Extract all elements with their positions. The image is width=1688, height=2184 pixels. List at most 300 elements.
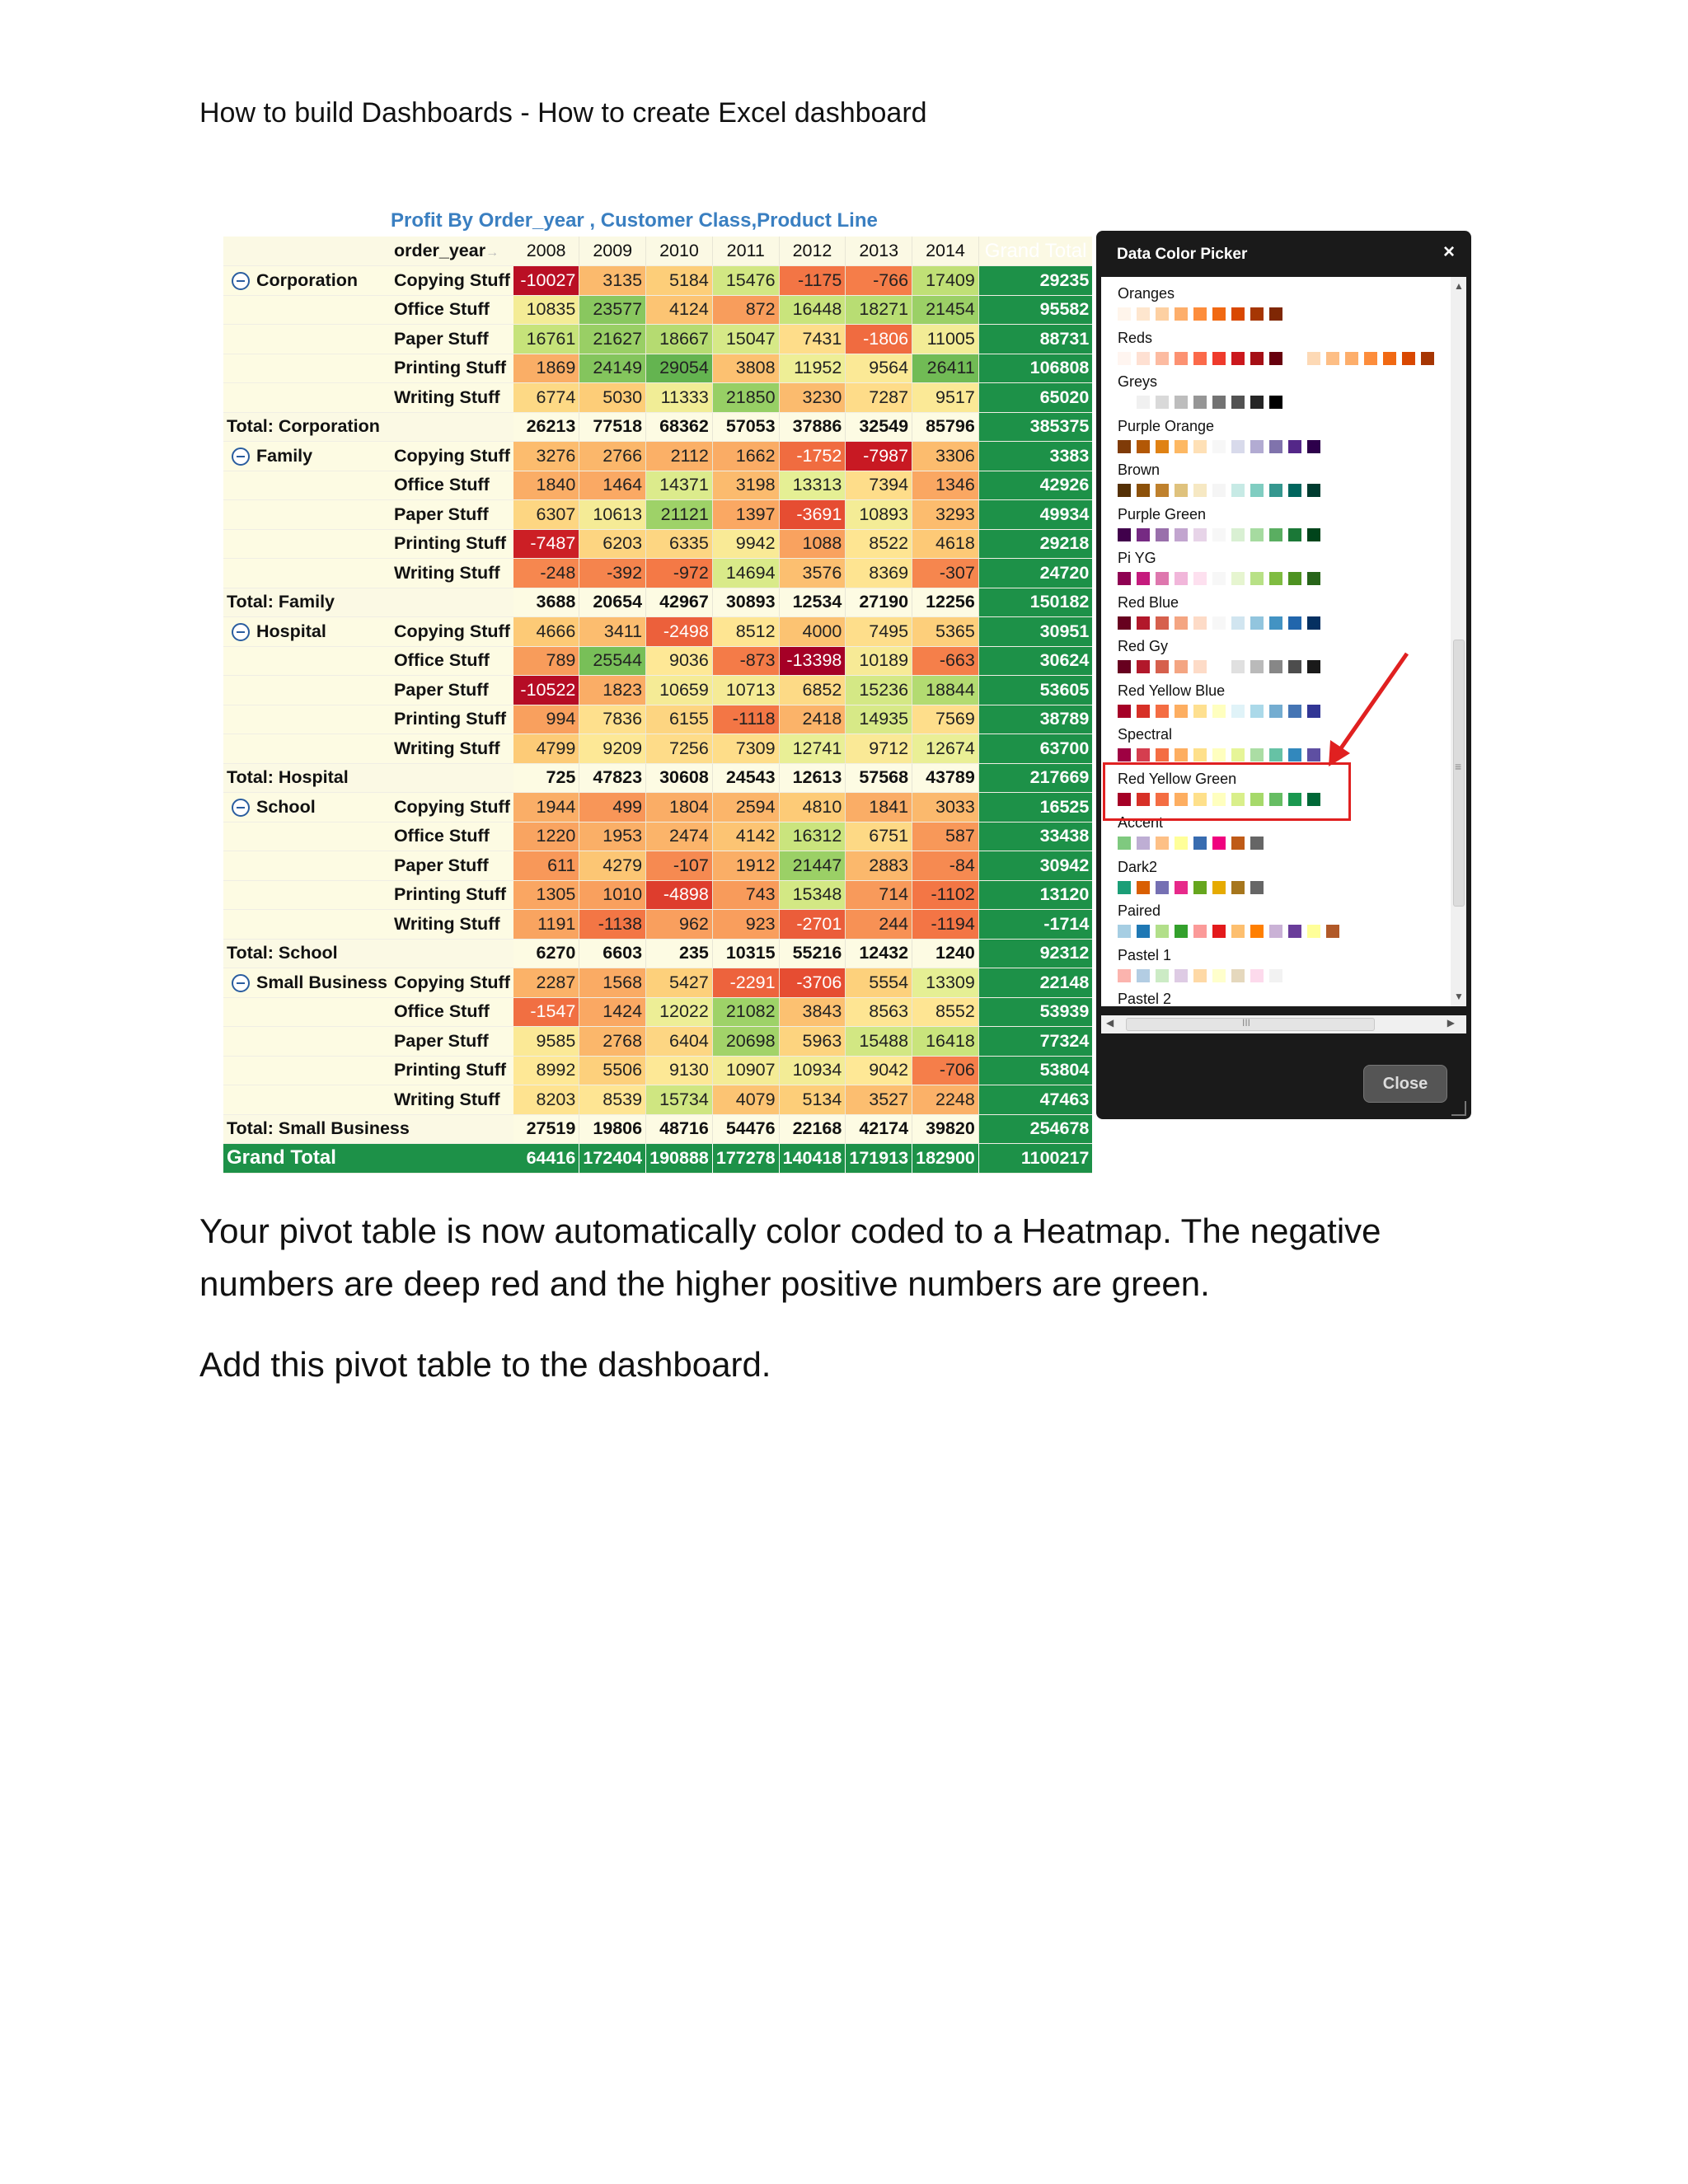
color-swatch[interactable] (1307, 925, 1320, 938)
palette-item[interactable] (1118, 285, 1282, 321)
heatmap-cell: -873 (712, 646, 779, 676)
color-swatch[interactable] (1288, 440, 1301, 453)
palette-swatches (1118, 484, 1320, 497)
color-swatch[interactable] (1288, 352, 1301, 365)
color-swatch[interactable] (1137, 748, 1150, 762)
color-swatch[interactable] (1307, 660, 1320, 673)
heatmap-cell: 3198 (712, 471, 779, 500)
palette-item[interactable] (1118, 550, 1320, 585)
color-swatch[interactable] (1118, 307, 1131, 321)
order-year-field-header[interactable] (391, 237, 513, 266)
color-swatch[interactable] (1288, 484, 1301, 497)
color-swatch[interactable] (1175, 705, 1188, 718)
color-swatch[interactable] (1137, 484, 1150, 497)
vertical-scrollbar[interactable] (1451, 277, 1466, 1006)
heatmap-cell: 789 (513, 646, 579, 676)
color-swatch[interactable] (1269, 307, 1282, 321)
heatmap-cell: 4142 (712, 822, 779, 851)
table-row (223, 793, 1092, 823)
heatmap-cell: 8369 (846, 559, 912, 588)
color-swatch[interactable] (1231, 925, 1245, 938)
row-grand-total: 63700 (978, 734, 1092, 764)
color-swatch[interactable] (1212, 837, 1226, 850)
group-total-value: 48716 (646, 1114, 713, 1144)
color-swatch[interactable] (1250, 528, 1264, 541)
color-swatch[interactable] (1231, 881, 1245, 894)
heatmap-cell: 5134 (779, 1085, 846, 1115)
color-swatch[interactable] (1193, 969, 1207, 982)
color-swatch[interactable] (1175, 881, 1188, 894)
color-swatch[interactable] (1250, 925, 1264, 938)
heatmap-cell: 7431 (779, 325, 846, 354)
palette-name: Reds (1118, 329, 1153, 346)
heatmap-cell: 15734 (646, 1085, 713, 1115)
heatmap-cell: 12741 (779, 734, 846, 764)
heatmap-cell: 994 (513, 705, 579, 734)
palette-item[interactable] (1118, 330, 1434, 365)
table-row (223, 734, 1092, 764)
hscroll-thumb[interactable] (1126, 1018, 1375, 1031)
resize-handle-icon[interactable] (1451, 1101, 1466, 1116)
heatmap-cell: 3843 (779, 997, 846, 1027)
color-swatch[interactable] (1175, 616, 1188, 630)
scrollbar-thumb[interactable] (1453, 640, 1465, 907)
heatmap-cell: 12022 (646, 997, 713, 1027)
color-swatch[interactable] (1156, 528, 1169, 541)
customer-class-cell (223, 529, 391, 559)
color-swatch[interactable] (1156, 352, 1169, 365)
heatmap-cell: 7256 (646, 734, 713, 764)
heatmap-cell: -2498 (646, 617, 713, 647)
color-swatch[interactable] (1118, 660, 1131, 673)
color-swatch[interactable] (1269, 572, 1282, 585)
color-swatch[interactable] (1288, 572, 1301, 585)
color-swatch[interactable] (1250, 660, 1264, 673)
color-swatch[interactable] (1269, 528, 1282, 541)
color-swatch[interactable] (1288, 705, 1301, 718)
color-swatch[interactable] (1212, 307, 1226, 321)
color-swatch[interactable] (1118, 705, 1131, 718)
row-grand-total: 22148 (978, 968, 1092, 998)
color-swatch[interactable] (1137, 528, 1150, 541)
color-swatch[interactable] (1156, 705, 1169, 718)
color-swatch[interactable] (1250, 705, 1264, 718)
color-swatch[interactable] (1193, 484, 1207, 497)
color-swatch[interactable] (1118, 748, 1131, 762)
heatmap-cell: 9517 (912, 383, 979, 413)
color-swatch[interactable] (1118, 572, 1131, 585)
row-grand-total: 47463 (978, 1085, 1092, 1115)
group-total-value: 68362 (646, 412, 713, 442)
collapse-icon[interactable] (232, 448, 250, 466)
color-swatch[interactable] (1231, 440, 1245, 453)
palette-list[interactable] (1101, 277, 1451, 1006)
color-swatch[interactable] (1137, 969, 1150, 982)
color-swatch[interactable] (1288, 528, 1301, 541)
customer-class-label: Hospital (256, 621, 326, 641)
color-swatch[interactable] (1212, 969, 1226, 982)
color-swatch[interactable] (1156, 484, 1169, 497)
color-swatch[interactable] (1269, 396, 1282, 409)
pivot-table (223, 237, 1092, 1174)
color-swatch[interactable] (1193, 528, 1207, 541)
color-swatch[interactable] (1231, 837, 1245, 850)
color-swatch[interactable] (1193, 748, 1207, 762)
heatmap-cell: 587 (912, 822, 979, 851)
color-swatch[interactable] (1193, 616, 1207, 630)
color-swatch[interactable] (1307, 748, 1320, 762)
color-swatch[interactable] (1231, 660, 1245, 673)
group-total-value: 42967 (646, 588, 713, 617)
color-swatch[interactable] (1326, 925, 1339, 938)
color-swatch[interactable] (1193, 837, 1207, 850)
color-swatch[interactable] (1307, 440, 1320, 453)
color-swatch[interactable] (1118, 837, 1131, 850)
color-swatch[interactable] (1193, 440, 1207, 453)
color-swatch[interactable] (1137, 352, 1150, 365)
heatmap-cell: -248 (513, 559, 579, 588)
color-swatch[interactable] (1269, 925, 1282, 938)
heatmap-cell: 244 (846, 910, 912, 940)
heatmap-cell: -10522 (513, 676, 579, 705)
color-swatch[interactable] (1269, 705, 1282, 718)
row-grand-total: 29235 (978, 266, 1092, 296)
color-swatch[interactable] (1269, 748, 1282, 762)
heatmap-cell: 6335 (646, 529, 713, 559)
paragraph-add-table: Add this pivot table to the dashboard. (199, 1345, 771, 1384)
palette-item[interactable] (1118, 991, 1171, 1006)
data-color-picker-dialog (1096, 231, 1471, 1119)
color-swatch[interactable] (1231, 572, 1245, 585)
color-swatch[interactable] (1307, 616, 1320, 630)
close-icon[interactable]: × (1442, 241, 1455, 263)
group-grand-total: 92312 (978, 939, 1092, 968)
color-swatch[interactable] (1137, 925, 1150, 938)
color-swatch[interactable] (1137, 440, 1150, 453)
color-swatch[interactable] (1326, 352, 1339, 365)
color-swatch[interactable] (1212, 528, 1226, 541)
color-swatch[interactable] (1250, 307, 1264, 321)
color-swatch[interactable] (1118, 881, 1131, 894)
color-swatch[interactable] (1156, 660, 1169, 673)
color-swatch[interactable] (1193, 660, 1207, 673)
color-swatch[interactable] (1156, 307, 1169, 321)
color-swatch[interactable] (1288, 616, 1301, 630)
heatmap-cell: -84 (912, 851, 979, 881)
color-swatch[interactable] (1175, 484, 1188, 497)
heatmap-cell: -7987 (846, 442, 912, 471)
collapse-icon[interactable] (232, 623, 250, 641)
color-swatch[interactable] (1212, 484, 1226, 497)
heatmap-cell: 9130 (646, 1056, 713, 1085)
row-grand-total: 95582 (978, 295, 1092, 325)
scroll-right-icon[interactable]: ▶ (1447, 1017, 1455, 1029)
year-header: 2010 (646, 237, 713, 266)
color-swatch[interactable] (1307, 352, 1320, 365)
color-swatch[interactable] (1231, 528, 1245, 541)
color-swatch[interactable] (1193, 572, 1207, 585)
heatmap-cell: 1568 (579, 968, 646, 998)
color-swatch[interactable] (1307, 528, 1320, 541)
group-grand-total: 254678 (978, 1114, 1092, 1144)
color-swatch[interactable] (1212, 748, 1226, 762)
color-swatch[interactable] (1250, 748, 1264, 762)
color-swatch[interactable] (1156, 837, 1169, 850)
group-total-value: 27190 (846, 588, 912, 617)
heatmap-cell: -1102 (912, 880, 979, 910)
color-swatch[interactable] (1137, 572, 1150, 585)
color-swatch[interactable] (1383, 352, 1396, 365)
color-swatch[interactable] (1137, 616, 1150, 630)
heatmap-cell: -1175 (779, 266, 846, 296)
color-swatch[interactable] (1175, 528, 1188, 541)
color-swatch[interactable] (1250, 484, 1264, 497)
close-button[interactable]: Close (1363, 1065, 1447, 1103)
heatmap-cell: 5554 (846, 968, 912, 998)
heatmap-cell: 4124 (646, 295, 713, 325)
horizontal-scrollbar[interactable] (1101, 1015, 1466, 1033)
color-swatch[interactable] (1156, 440, 1169, 453)
color-swatch[interactable] (1156, 925, 1169, 938)
heatmap-cell: 21082 (712, 997, 779, 1027)
color-swatch[interactable] (1175, 572, 1188, 585)
heatmap-cell: 26411 (912, 354, 979, 383)
color-swatch[interactable] (1156, 881, 1169, 894)
color-swatch[interactable] (1118, 969, 1131, 982)
color-swatch[interactable] (1193, 705, 1207, 718)
group-total-value: 3688 (513, 588, 579, 617)
color-swatch[interactable] (1137, 837, 1150, 850)
heatmap-cell: 5963 (779, 1027, 846, 1057)
heatmap-cell: 9712 (846, 734, 912, 764)
color-swatch[interactable] (1137, 396, 1150, 409)
year-header: 2008 (513, 237, 579, 266)
customer-class-cell (223, 1056, 391, 1085)
color-swatch[interactable] (1269, 440, 1282, 453)
product-line-label: Writing Stuff (391, 1085, 513, 1115)
heatmap-cell: 9042 (846, 1056, 912, 1085)
color-swatch[interactable] (1118, 484, 1131, 497)
color-swatch[interactable] (1250, 881, 1264, 894)
customer-class-cell (223, 1027, 391, 1057)
group-total-value: 30608 (646, 763, 713, 793)
palette-item[interactable] (1118, 462, 1320, 497)
color-swatch[interactable] (1231, 705, 1245, 718)
heatmap-cell: -307 (912, 559, 979, 588)
palette-item[interactable] (1118, 418, 1320, 453)
heatmap-cell: 10659 (646, 676, 713, 705)
color-swatch[interactable] (1118, 352, 1131, 365)
table-row (223, 822, 1092, 851)
color-swatch[interactable] (1193, 396, 1207, 409)
color-swatch[interactable] (1118, 528, 1131, 541)
row-grand-total: 3383 (978, 442, 1092, 471)
color-swatch[interactable] (1118, 440, 1131, 453)
heatmap-cell: 10713 (712, 676, 779, 705)
color-swatch[interactable] (1250, 616, 1264, 630)
color-swatch[interactable] (1212, 705, 1226, 718)
scroll-left-icon[interactable]: ◀ (1106, 1017, 1114, 1029)
color-swatch[interactable] (1269, 660, 1282, 673)
palette-item[interactable] (1118, 638, 1320, 673)
color-swatch[interactable] (1212, 660, 1226, 673)
palette-item[interactable] (1118, 859, 1264, 894)
color-swatch[interactable] (1250, 352, 1264, 365)
customer-class-cell (223, 471, 391, 500)
color-swatch[interactable] (1175, 307, 1188, 321)
color-swatch[interactable] (1250, 396, 1264, 409)
table-row (223, 500, 1092, 530)
color-swatch[interactable] (1212, 572, 1226, 585)
heatmap-cell: 2287 (513, 968, 579, 998)
heatmap-cell: 21447 (779, 851, 846, 881)
group-total-value: 20654 (579, 588, 646, 617)
color-swatch[interactable] (1137, 881, 1150, 894)
group-grand-total: 150182 (978, 588, 1092, 617)
collapse-icon[interactable] (232, 974, 250, 992)
heatmap-cell: 12674 (912, 734, 979, 764)
color-swatch[interactable] (1212, 396, 1226, 409)
color-swatch[interactable] (1231, 748, 1245, 762)
color-swatch[interactable] (1212, 925, 1226, 938)
table-row (223, 968, 1092, 998)
collapse-icon[interactable] (232, 272, 250, 290)
heatmap-cell: 7309 (712, 734, 779, 764)
color-swatch[interactable] (1137, 660, 1150, 673)
heatmap-cell: 9036 (646, 646, 713, 676)
product-line-label: Writing Stuff (391, 383, 513, 413)
heatmap-cell: 7287 (846, 383, 912, 413)
palette-item[interactable] (1118, 594, 1320, 630)
group-total-value: 42174 (846, 1114, 912, 1144)
heatmap-cell: 10907 (712, 1056, 779, 1085)
color-swatch[interactable] (1175, 396, 1188, 409)
scroll-up-icon[interactable]: ▲ (1454, 280, 1464, 292)
grand-total-label: Grand Total (223, 1144, 513, 1174)
color-swatch[interactable] (1250, 440, 1264, 453)
color-swatch[interactable] (1345, 352, 1358, 365)
palette-swatches (1118, 660, 1320, 673)
color-swatch[interactable] (1212, 440, 1226, 453)
heatmap-cell: -2701 (779, 910, 846, 940)
color-swatch[interactable] (1231, 396, 1245, 409)
color-swatch[interactable] (1175, 440, 1188, 453)
table-row (223, 646, 1092, 676)
color-swatch[interactable] (1250, 969, 1264, 982)
color-swatch[interactable] (1402, 352, 1415, 365)
sort-icon[interactable]: → (485, 246, 499, 260)
color-swatch[interactable] (1156, 616, 1169, 630)
heatmap-cell: 2594 (712, 793, 779, 823)
product-line-label: Copying Stuff (391, 968, 513, 998)
color-swatch[interactable] (1193, 352, 1207, 365)
color-swatch[interactable] (1193, 307, 1207, 321)
product-line-label: Paper Stuff (391, 325, 513, 354)
color-swatch[interactable] (1193, 881, 1207, 894)
row-grand-total: 42926 (978, 471, 1092, 500)
color-swatch[interactable] (1118, 616, 1131, 630)
color-swatch[interactable] (1231, 616, 1245, 630)
color-swatch[interactable] (1269, 616, 1282, 630)
color-swatch[interactable] (1421, 352, 1434, 365)
color-swatch[interactable] (1175, 352, 1188, 365)
color-swatch[interactable] (1212, 352, 1226, 365)
palette-item[interactable] (1118, 726, 1320, 762)
color-swatch[interactable] (1175, 837, 1188, 850)
group-total-label: Total: Family (223, 588, 513, 617)
heatmap-cell: 2883 (846, 851, 912, 881)
table-row (223, 471, 1092, 500)
color-swatch[interactable] (1288, 660, 1301, 673)
palette-item[interactable] (1118, 682, 1320, 718)
color-swatch[interactable] (1212, 616, 1226, 630)
color-swatch[interactable] (1231, 969, 1245, 982)
color-swatch[interactable] (1269, 352, 1282, 365)
heatmap-cell: -1752 (779, 442, 846, 471)
color-swatch[interactable] (1250, 572, 1264, 585)
color-swatch[interactable] (1250, 837, 1264, 850)
heatmap-cell: -663 (912, 646, 979, 676)
collapse-icon[interactable] (232, 799, 250, 817)
color-swatch[interactable] (1212, 881, 1226, 894)
heatmap-cell: 3293 (912, 500, 979, 530)
color-swatch[interactable] (1156, 748, 1169, 762)
overall-grand-total: 1100217 (978, 1144, 1092, 1174)
color-swatch[interactable] (1137, 705, 1150, 718)
color-swatch[interactable] (1175, 925, 1188, 938)
color-swatch[interactable] (1231, 307, 1245, 321)
group-total-row (223, 1114, 1092, 1144)
color-swatch[interactable] (1364, 352, 1377, 365)
heatmap-cell: -1138 (579, 910, 646, 940)
heatmap-cell: 1804 (646, 793, 713, 823)
palette-swatches (1118, 440, 1320, 453)
palette-name: Dark2 (1118, 858, 1158, 875)
heatmap-cell: 1346 (912, 471, 979, 500)
color-swatch[interactable] (1288, 748, 1301, 762)
color-swatch[interactable] (1288, 925, 1301, 938)
color-swatch[interactable] (1156, 969, 1169, 982)
color-swatch[interactable] (1269, 484, 1282, 497)
color-swatch[interactable] (1307, 484, 1320, 497)
color-swatch[interactable] (1307, 572, 1320, 585)
color-swatch[interactable] (1156, 396, 1169, 409)
heatmap-cell: 4279 (579, 851, 646, 881)
heatmap-cell: 3135 (579, 266, 646, 296)
row-grand-total: 106808 (978, 354, 1092, 383)
palette-item[interactable] (1118, 373, 1282, 409)
color-swatch[interactable] (1118, 396, 1131, 409)
color-swatch[interactable] (1175, 748, 1188, 762)
color-swatch[interactable] (1269, 969, 1282, 982)
color-swatch[interactable] (1175, 660, 1188, 673)
color-swatch[interactable] (1118, 925, 1131, 938)
color-swatch[interactable] (1156, 572, 1169, 585)
customer-class-cell (223, 1085, 391, 1115)
heatmap-cell: -1194 (912, 910, 979, 940)
color-swatch[interactable] (1175, 969, 1188, 982)
scroll-down-icon[interactable]: ▼ (1454, 991, 1464, 1002)
palette-item[interactable] (1118, 506, 1320, 541)
palette-item[interactable] (1118, 947, 1282, 982)
color-swatch[interactable] (1231, 484, 1245, 497)
color-swatch[interactable] (1193, 925, 1207, 938)
palette-item[interactable] (1118, 902, 1339, 938)
color-swatch[interactable] (1231, 352, 1245, 365)
customer-class-label: School (256, 796, 316, 817)
color-swatch[interactable] (1307, 705, 1320, 718)
color-swatch[interactable] (1137, 307, 1150, 321)
